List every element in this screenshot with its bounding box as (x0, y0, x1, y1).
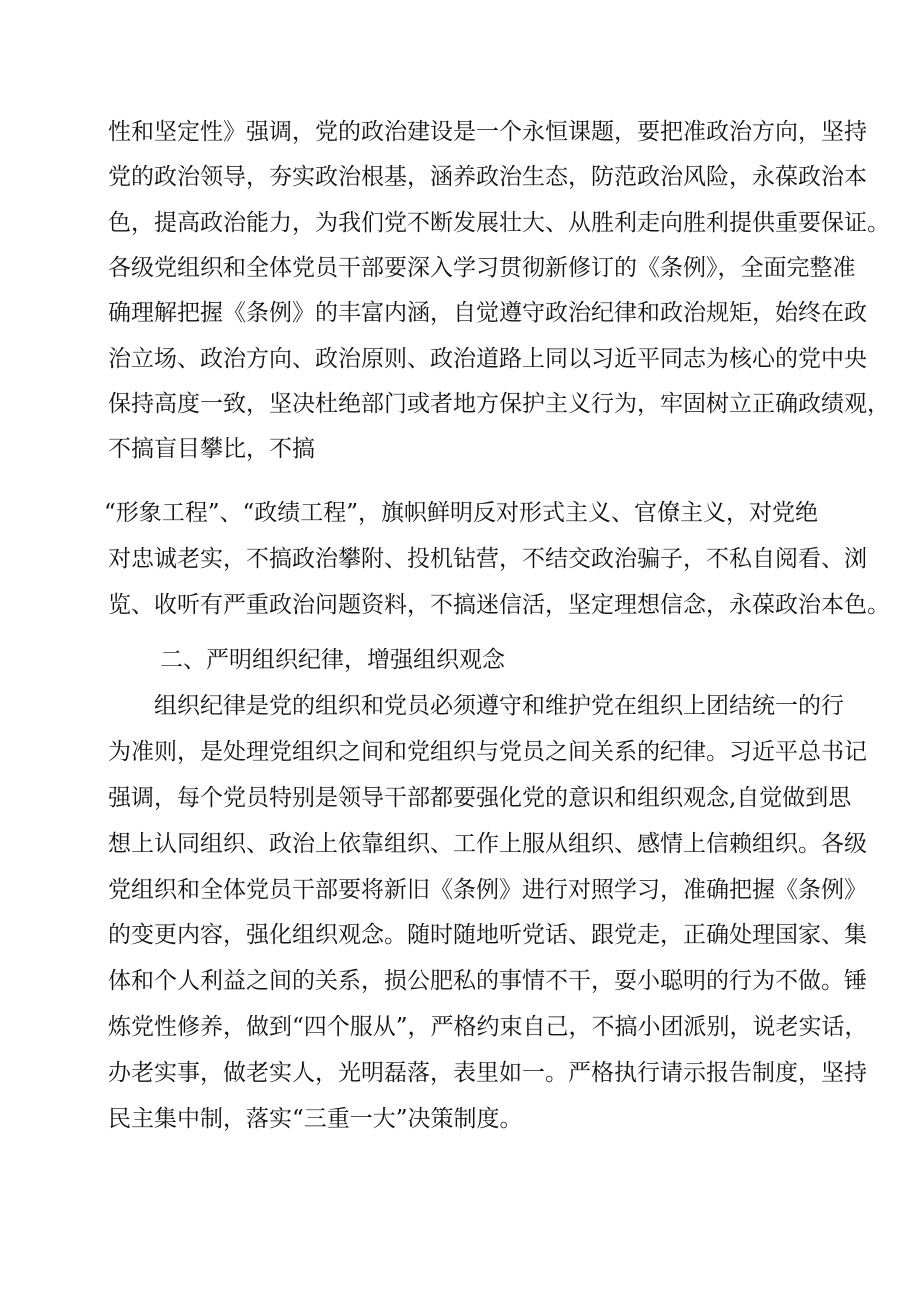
paragraph-1-line-1: 性和坚定性》强调，党的政治建设是一个永恒课题，要把准政治方向，坚持 (108, 119, 867, 145)
paragraph-1-line-10: 对忠诚老实，不搞政治攀附、投机钻营，不结交政治骗子，不私自阅看、浏 (108, 546, 867, 572)
paragraph-2-line-3: 强调，每个党员特别是领导干部都要强化党的意识和组织观念,自觉做到思 (108, 785, 852, 811)
paragraph-1-line-2: 党的政治领导，夯实政治根基，涵养政治生态，防范政治风险，永葆政治本 (108, 164, 867, 190)
paragraph-1-line-5: 确理解把握《条例》的丰富内涵，自觉遵守政治纪律和政治规矩，始终在政 (108, 300, 867, 326)
paragraph-2-line-5: 党组织和全体党员干部要将新旧《条例》进行对照学习，准确把握《条例》 (108, 877, 867, 903)
paragraph-2-line-1: 组织纪律是党的组织和党员必须遵守和维护党在组织上团结统一的行 (154, 693, 844, 719)
paragraph-2-line-2: 为准则，是处理党组织之间和党组织与党员之间关系的纪律。习近平总书记 (108, 739, 867, 765)
paragraph-1-line-8: 不搞盲目攀比，不搞 (108, 436, 315, 462)
paragraph-2-line-7: 体和个人利益之间的关系，损公肥私的事情不干，耍小聪明的行为不做。锤 (108, 968, 867, 994)
paragraph-1-line-6: 治立场、政治方向、政治原则、政治道路上同以习近平同志为核心的党中央 (108, 346, 867, 372)
paragraph-1-line-9: “形象工程”、“政绩工程”，旗帜鲜明反对形式主义、官僚主义，对党绝 (104, 500, 819, 526)
paragraph-1-line-4: 各级党组织和全体党员干部要深入学习贯彻新修订的《条例》，全面完整准 (108, 255, 856, 281)
paragraph-1-line-3: 色，提高政治能力，为我们党不断发展壮大、从胜利走向胜利提供重要保证。 (108, 210, 890, 236)
paragraph-2-line-6: 的变更内容，强化组织观念。随时随地听党话、跟党走，正确处理国家、集 (108, 922, 867, 948)
section-heading: 二、严明组织纪律，增强组织观念 (160, 647, 505, 673)
paragraph-1-line-7: 保持高度一致，坚决杜绝部门或者地方保护主义行为，牢固树立正确政绩观， (108, 391, 890, 417)
paragraph-1-line-11: 览、收听有严重政治问题资料，不搞迷信活，坚定理想信念，永葆政治本色。 (108, 592, 890, 618)
paragraph-2-line-4: 想上认同组织、政治上依靠组织、工作上服从组织、感情上信赖组织。各级 (108, 831, 867, 857)
paragraph-2-line-10: 民主集中制，落实“三重一大”决策制度。 (108, 1106, 523, 1132)
paragraph-2-line-9: 办老实事，做老实人，光明磊落，表里如一。严格执行请示报告制度，坚持 (108, 1060, 867, 1086)
paragraph-2-line-8: 炼党性修养，做到“四个服从”，严格约束自己，不搞小团派别，说老实话， (108, 1014, 868, 1040)
